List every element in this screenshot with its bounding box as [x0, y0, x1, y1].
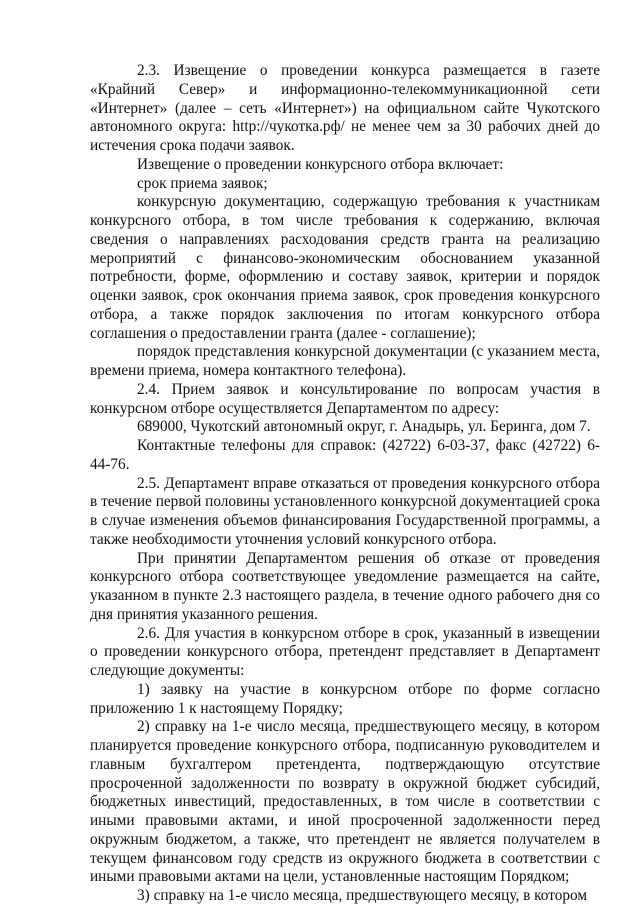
paragraph-application-deadline: срок приема заявок;	[137, 174, 268, 192]
paragraph-2-6-required-documents: 2.6. Для участия в конкурсном отборе в срок, указанный в извещении о проведении конкурсного отбора, претендент представляет в Департамент следующие документы:	[90, 624, 600, 679]
list-item-2-debt-certificate: 2) справку на 1-е число месяца, предшествующего месяцу, в котором планируется проведение конкурсного отбора, подписанную руководителем и главным бухгалтером претендента, подтверждающую отсутствие просроченной задолженности по возврату в окружной бюджет субсидий, бюджетных инвестиций, предоставленных, в том числе в соответствии с иными правовыми актами, и иной просроченной задолженности перед окружным бюджетом, а также, что претендент не является получателем в текущем финансовом году средств из окружного бюджета в соответствии с иными правовыми актами на цели, установленные настоящим Порядком;	[90, 718, 600, 886]
paragraph-cancellation-notice: При принятии Департаментом решения об отказе от проведения конкурсного отбора соответствующее уведомление размещается на сайте, указанном в пункте 2.3 настоящего раздела, в течение одного рабочего дня со дня принятия указанного решения.	[90, 549, 600, 623]
paragraph-2-5-cancellation-right: 2.5. Департамент вправе отказаться от проведения конкурсного отбора в течение первой половины установленного конкурсной документацией срока в случае изменения объемов финансирования Государственной программы, а также необходимости уточнения условий конкурсного отбора.	[90, 474, 600, 548]
paragraph-contact-phones: Контактные телефоны для справок: (42722) 6-03-37, факс (42722) 6-44-76.	[90, 437, 600, 473]
paragraph-competition-documentation: конкурсную документацию, содержащую требования к участникам конкурсного отбора, в том числе требования к содержанию, включая сведения о направлениях расходования средств гранта на реализацию мероприятий с финансово-экономическим обоснованием указанной потребности, форме, оформлению и составу заявок, критерии и порядок оценки заявок, срок окончания приема заявок, срок проведения конкурсного отбора, а также порядок заключения по итогам конкурсного отбора соглашения о предоставлении гранта (далее - соглашение);	[90, 193, 600, 342]
paragraph-2-4-application-reception: 2.4. Прием заявок и консультирование по вопросам участия в конкурсном отборе осуществляется Департаментом по адресу:	[90, 380, 600, 417]
list-item-1-application: 1) заявку на участие в конкурсном отборе по форме согласно приложению 1 к настоящему Порядку;	[90, 680, 600, 717]
paragraph-address: 689000, Чукотский автономный округ, г. Анадырь, ул. Беринга, дом 7.	[137, 418, 591, 436]
paragraph-notice-contents-intro: Извещение о проведении конкурсного отбора включает:	[137, 155, 504, 173]
document-page	[90, 62, 600, 906]
paragraph-2-3-notice-publication: 2.3. Извещение о проведении конкурса размещается в газете «Крайний Север» и информационно-телекоммуникационной сети «Интернет» (далее – сеть «Интернет») на официальном сайте Чукотского автономного округа: http://чукотка.рф/ не менее чем за 30 рабочих дней до истечения срока подачи заявок.	[90, 62, 600, 154]
paragraph-documentation-submission-procedure: порядок представления конкурсной документации (с указанием места, времени приема, номера контактного телефона).	[90, 343, 600, 379]
list-item-3-certificate: 3) справку на 1-е число месяца, предшествующего месяцу, в котором	[137, 887, 588, 904]
